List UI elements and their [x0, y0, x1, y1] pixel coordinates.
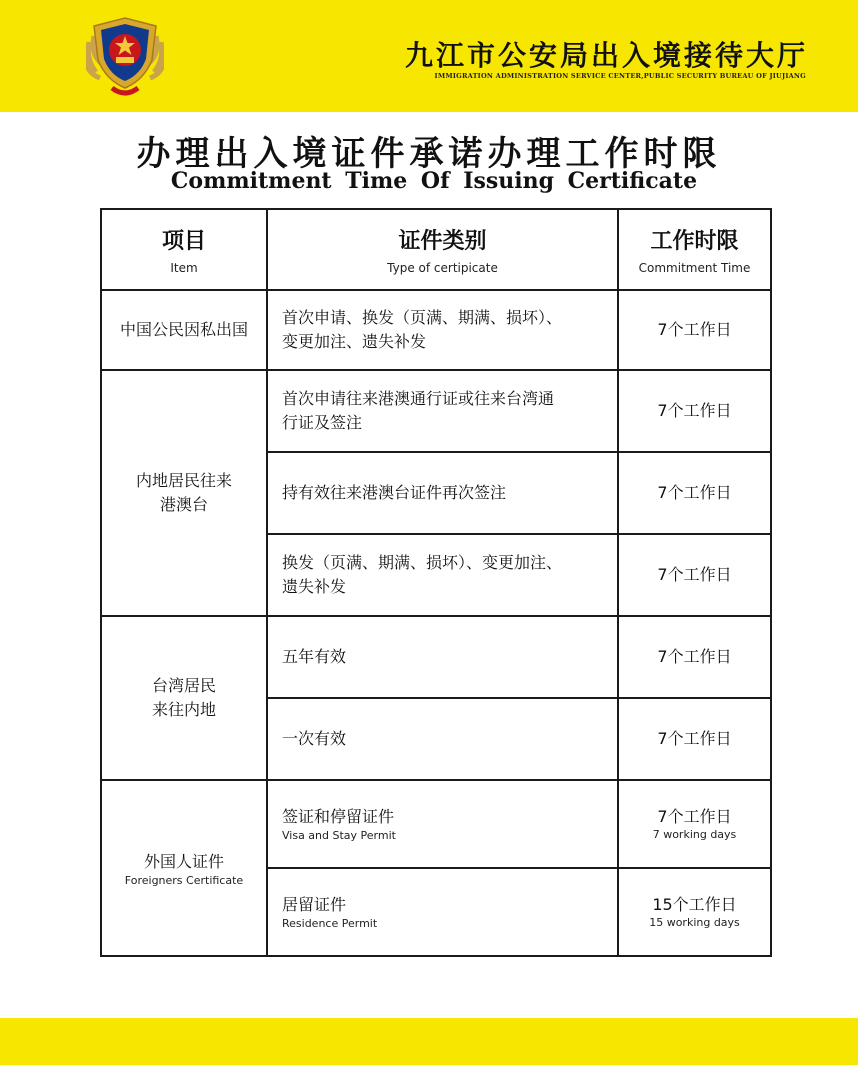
police-emblem-icon	[86, 14, 164, 98]
time-value-en: 7 working days	[652, 828, 737, 841]
type-line: 首次申请往来港澳通行证或往来台湾通	[282, 389, 555, 408]
org-subtitle: IMMIGRATION ADMINISTRATION SERVICE CENTER,PUBLIC SECURITY BUREAU OF JIUJIANG	[434, 72, 806, 80]
time-cell	[618, 698, 771, 780]
time-cell	[618, 452, 771, 534]
time-cell	[618, 370, 771, 452]
commitment-table	[100, 208, 772, 957]
org-title: 九江市公安局出入境接待大厅	[404, 39, 808, 72]
table-row	[101, 780, 771, 868]
item-line: 港澳台	[159, 495, 208, 514]
type-cell	[267, 534, 618, 616]
type-cell	[267, 868, 618, 956]
time-value: 15个工作日	[652, 895, 737, 914]
type-cell	[267, 452, 618, 534]
type-text: 居留证件	[282, 895, 347, 914]
time-value: 7个工作日	[657, 807, 732, 826]
item-line: 台湾居民	[151, 676, 216, 695]
table-row	[101, 616, 771, 698]
page-title: 办理出入境证件承诺办理工作时限	[136, 134, 722, 174]
time-value: 7个工作日	[657, 647, 732, 666]
type-line: 换发（页满、期满、损坏）、变更加注、	[282, 553, 563, 572]
type-text: 持有效往来港澳台证件再次签注	[282, 483, 507, 502]
header-type	[267, 209, 618, 290]
type-line: 变更加注、遗失补发	[282, 332, 427, 351]
header-item-en: Item	[170, 261, 198, 275]
time-value: 7个工作日	[657, 401, 732, 420]
item-line: 来往内地	[151, 700, 216, 719]
header-time-cn: 工作时限	[650, 229, 739, 254]
time-value-en: 15 working days	[649, 916, 740, 929]
item-cell	[101, 780, 267, 956]
type-line: 遗失补发	[282, 577, 347, 596]
time-cell	[618, 780, 771, 868]
type-cell	[267, 370, 618, 452]
type-line: 行证及签注	[282, 413, 363, 432]
type-text: 一次有效	[282, 729, 347, 748]
header-item-cn: 项目	[161, 229, 206, 254]
item-label: 中国公民因私出国	[119, 320, 248, 339]
time-cell	[618, 534, 771, 616]
footer-band	[0, 1018, 858, 1065]
item-cell	[101, 290, 267, 370]
type-cell	[267, 616, 618, 698]
table-row	[101, 370, 771, 452]
time-cell	[618, 868, 771, 956]
type-cell	[267, 780, 618, 868]
item-cell	[101, 616, 267, 780]
item-label: 外国人证件	[143, 851, 224, 871]
time-value: 7个工作日	[657, 729, 732, 748]
type-text-en: Visa and Stay Permit	[282, 829, 396, 842]
header-type-cn: 证件类别	[398, 229, 487, 254]
time-value: 7个工作日	[657, 483, 732, 502]
header-time-en: Commitment Time	[638, 261, 751, 275]
time-cell	[618, 290, 771, 370]
header-item	[101, 209, 267, 290]
time-value: 7个工作日	[657, 565, 732, 584]
type-cell	[267, 698, 618, 780]
header-type-en: Type of certipicate	[387, 261, 498, 275]
item-line: 内地居民往来	[135, 471, 232, 490]
item-cell	[101, 370, 267, 616]
time-cell	[618, 616, 771, 698]
type-text-en: Residence Permit	[282, 917, 378, 930]
type-text: 五年有效	[282, 647, 347, 666]
page-subtitle: Commitment Time Of Issuing Certificate	[170, 168, 698, 194]
type-cell	[267, 290, 618, 370]
table-header-row	[101, 209, 771, 290]
type-text: 签证和停留证件	[282, 807, 395, 826]
table-row	[101, 290, 771, 370]
header-time	[618, 209, 771, 290]
type-line: 首次申请、换发（页满、期满、损坏）、	[282, 308, 563, 327]
item-label-en: Foreigners Certificate	[124, 873, 244, 887]
time-value: 7个工作日	[657, 320, 732, 339]
